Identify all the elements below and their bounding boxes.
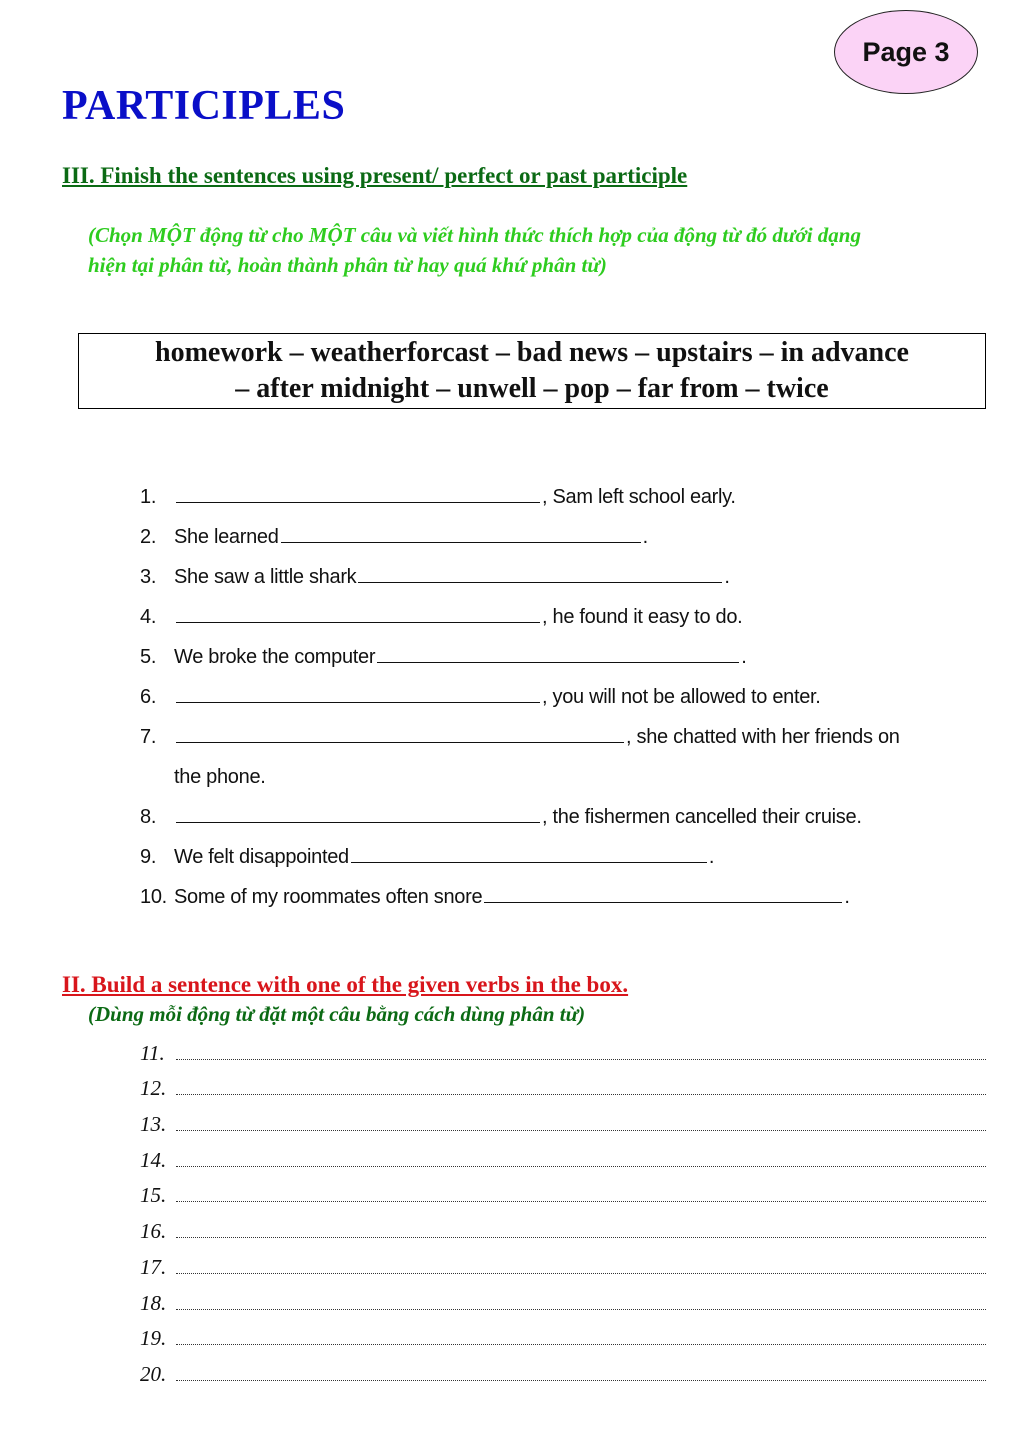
- answer-line-15[interactable]: [140, 1171, 986, 1207]
- answer-blank[interactable]: [358, 560, 722, 583]
- answer-blank[interactable]: [484, 880, 842, 903]
- exercise-number: 6.: [140, 686, 157, 708]
- answer-line-number: 18.: [140, 1290, 167, 1315]
- instruction-line-2: hiện tại phân từ, hoàn thành phân từ hay quá khứ phân từ): [88, 253, 607, 277]
- dotted-line: [176, 1344, 986, 1345]
- exercise-number: 8.: [140, 806, 157, 828]
- exercise-text-after: .: [708, 846, 715, 868]
- word-box-line-1: homework – weatherforcast – bad news – upstairs – in advance: [155, 337, 909, 368]
- exercise-text-after: .: [642, 526, 648, 548]
- word-box: [78, 333, 986, 409]
- answer-lines: [140, 1028, 986, 1385]
- exercise-text-after: , Sam left school early.: [542, 486, 736, 508]
- section-3-instruction: [88, 220, 988, 280]
- answer-line-number: 16.: [140, 1219, 167, 1244]
- exercise-10: [140, 880, 1000, 920]
- dotted-line: [176, 1201, 986, 1202]
- exercise-text-after: , he found it easy to do.: [542, 606, 743, 628]
- exercise-number: 10.: [140, 886, 167, 908]
- answer-line-13[interactable]: [140, 1099, 986, 1135]
- word-box-line-2: – after midnight – unwell – pop – far from – twice: [235, 373, 829, 404]
- dotted-line: [176, 1059, 986, 1060]
- exercise-text-after: .: [724, 566, 730, 588]
- answer-line-20[interactable]: [140, 1349, 986, 1385]
- answer-line-number: 19.: [140, 1326, 167, 1351]
- exercise-6: [140, 680, 1000, 720]
- exercise-text-after: .: [741, 646, 747, 668]
- dotted-line: [176, 1094, 986, 1095]
- answer-line-number: 13.: [140, 1112, 167, 1137]
- exercise-text-before: We broke the computer: [174, 646, 376, 668]
- answer-blank[interactable]: [351, 840, 707, 863]
- exercise-8: [140, 800, 1000, 840]
- exercise-number: 7.: [140, 726, 157, 748]
- answer-blank[interactable]: [281, 520, 641, 543]
- exercise-number: 3.: [140, 566, 157, 588]
- exercise-number: 2.: [140, 526, 157, 548]
- answer-line-number: 12.: [140, 1076, 167, 1101]
- exercise-text-after: , you will not be allowed to enter.: [542, 686, 821, 708]
- exercise-4: [140, 600, 1000, 640]
- exercise-text-continuation: the phone.: [174, 766, 266, 788]
- answer-line-14[interactable]: [140, 1135, 986, 1171]
- exercise-2: [140, 520, 1000, 560]
- dotted-line: [176, 1130, 986, 1131]
- page-number-badge: [834, 10, 978, 94]
- exercise-number: 1.: [140, 486, 157, 508]
- answer-line-16[interactable]: [140, 1206, 986, 1242]
- section-2-heading: II. Build a sentence with one of the given verbs in the box.: [62, 972, 629, 997]
- answer-line-11[interactable]: [140, 1028, 986, 1064]
- dotted-line: [176, 1166, 986, 1167]
- answer-line-18[interactable]: [140, 1278, 986, 1314]
- dotted-line: [176, 1237, 986, 1238]
- exercise-number: 9.: [140, 846, 157, 868]
- exercise-number: 5.: [140, 646, 157, 668]
- exercise-number: 4.: [140, 606, 157, 628]
- answer-line-12[interactable]: [140, 1064, 986, 1100]
- section-3-heading: III. Finish the sentences using present/ perfect or past participle: [62, 163, 688, 188]
- exercise-7: [140, 720, 1000, 760]
- dotted-line: [176, 1309, 986, 1310]
- answer-line-19[interactable]: [140, 1314, 986, 1350]
- dotted-line: [176, 1380, 986, 1381]
- answer-blank[interactable]: [176, 720, 624, 743]
- answer-blank[interactable]: [176, 680, 540, 703]
- answer-line-17[interactable]: [140, 1242, 986, 1278]
- instruction-line-1: (Chọn MỘT động từ cho MỘT câu và viết hình thức thích hợp của động từ đó dưới dạng: [88, 223, 861, 247]
- answer-line-number: 11.: [140, 1040, 165, 1065]
- answer-line-number: 15.: [140, 1183, 167, 1208]
- exercise-text-after: , the fishermen cancelled their cruise.: [542, 806, 862, 828]
- exercise-text-after: .: [844, 886, 850, 908]
- exercise-7-continuation: [140, 760, 1000, 800]
- page-title: PARTICIPLES: [62, 83, 346, 129]
- exercise-text-before: She learned: [174, 526, 279, 548]
- exercise-3: [140, 560, 1000, 600]
- exercise-1: [140, 480, 1000, 520]
- exercise-text-after: , she chatted with her friends on: [626, 726, 900, 748]
- page-number-label: Page 3: [862, 36, 950, 67]
- exercise-text-before: She saw a little shark: [174, 566, 357, 588]
- exercise-text-before: Some of my roommates often snore: [174, 886, 483, 908]
- section-2-instruction: (Dùng mỗi động từ đặt một câu bằng cách dùng phân từ): [88, 1002, 586, 1026]
- exercise-text-before: We felt disappointed: [174, 846, 349, 868]
- exercise-5: [140, 640, 1000, 680]
- answer-line-number: 17.: [140, 1254, 167, 1279]
- answer-blank[interactable]: [176, 800, 540, 823]
- answer-blank[interactable]: [377, 640, 739, 663]
- dotted-line: [176, 1273, 986, 1274]
- answer-line-number: 14.: [140, 1147, 167, 1172]
- answer-blank[interactable]: [176, 480, 540, 503]
- answer-blank[interactable]: [176, 600, 540, 623]
- answer-line-number: 20.: [140, 1361, 167, 1386]
- exercise-list: [140, 480, 1000, 920]
- exercise-9: [140, 840, 1000, 880]
